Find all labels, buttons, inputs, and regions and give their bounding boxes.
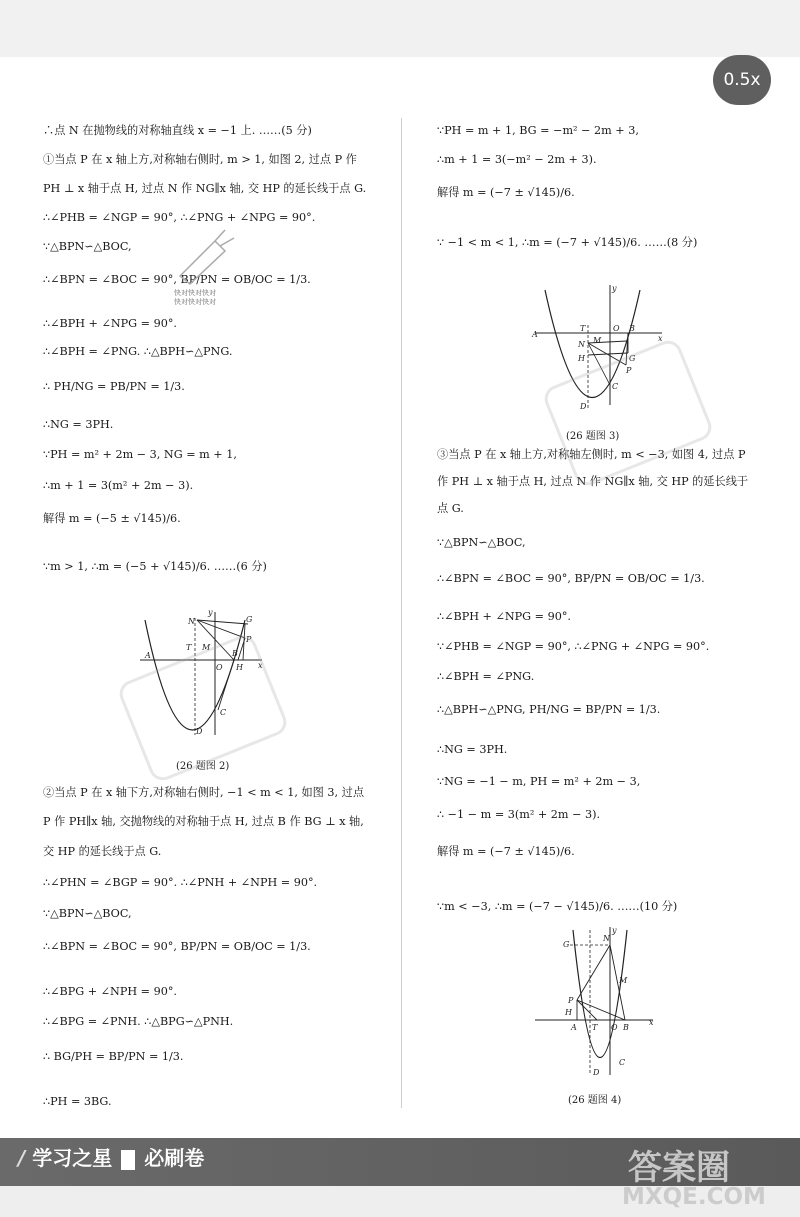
fig3-label-B: B <box>629 324 635 333</box>
fig4-label-T: T <box>592 1023 598 1032</box>
right-text-line-7: 点 G. <box>437 502 464 515</box>
fig2-label-O: O <box>216 663 223 672</box>
fig3-label-N: N <box>578 340 585 349</box>
playback-speed-button[interactable]: 0.5x <box>713 55 771 105</box>
sticker-line-2: 快对快对快对 <box>174 298 216 306</box>
left-text-line-9: ∴ PH/NG = PB/PN = 1/3. <box>43 380 185 393</box>
sticker-logo <box>170 226 240 307</box>
left-text-line-6: ∴∠BPN = ∠BOC = 90°, BP/PN = OB/OC = 1/3. <box>43 273 311 286</box>
fig2-label-H: H <box>236 663 243 672</box>
left-text-line-13: 解得 m = (−5 ± √145)/6. <box>43 512 181 525</box>
figure-3-caption: (26 题图 3) <box>566 431 620 442</box>
sticker-line-1: 快对快对快对 <box>174 289 216 297</box>
footer-slash: / <box>18 1146 26 1170</box>
fig3-label-G: G <box>629 354 636 363</box>
fig4-label-D: D <box>593 1068 600 1077</box>
fig2-label-G: G <box>246 615 253 624</box>
carrot-icon <box>170 226 240 286</box>
left-text-line-19: ∵△BPN∽△BOC, <box>43 907 132 920</box>
fig2-label-y: y <box>208 610 213 617</box>
left-text-line-8: ∴∠BPH = ∠PNG. ∴△BPH∽△PNG. <box>43 345 233 358</box>
fig4-label-H: H <box>565 1008 572 1017</box>
left-text-line-22: ∴∠BPG = ∠PNH. ∴△BPG∽△PNH. <box>43 1015 234 1028</box>
right-text-line-8: ∵△BPN∽△BOC, <box>437 536 526 549</box>
right-text-line-11: ∵∠PHB = ∠NGP = 90°, ∴∠PNG + ∠NPG = 90°. <box>437 640 710 653</box>
right-text-line-13: ∴△BPH∽△PNG, PH/NG = BP/PN = 1/3. <box>437 703 661 716</box>
fig4-label-P: P <box>568 996 574 1005</box>
right-text-line-9: ∴∠BPN = ∠BOC = 90°, BP/PN = OB/OC = 1/3. <box>437 572 705 585</box>
footer-title-a: 学习之星 <box>32 1146 113 1170</box>
left-text-line-15: ②当点 P 在 x 轴下方,对称轴右侧时, −1 < m < 1, 如图 3, 过点 <box>43 786 365 799</box>
left-text-line-5: ∵△BPN∽△BOC, <box>43 240 132 253</box>
fig4-label-B: B <box>623 1023 629 1032</box>
column-divider <box>401 118 402 1108</box>
viewer-top-bar <box>0 0 800 57</box>
fig2-label-P: P <box>246 635 252 644</box>
figure-2-caption: (26 题图 2) <box>176 761 230 772</box>
fig3-label-A: A <box>532 330 538 339</box>
footer-title-b: 必刷卷 <box>144 1146 205 1170</box>
fig2-label-D: D <box>196 727 203 736</box>
right-text-line-17: 解得 m = (−7 ± √145)/6. <box>437 845 575 858</box>
fig3-label-H: H <box>578 354 585 363</box>
right-text-line-12: ∴∠BPH = ∠PNG. <box>437 670 535 683</box>
fig4-label-A: A <box>571 1023 577 1032</box>
watermark-url: MXQE.COM <box>622 1184 766 1210</box>
fig4-label-y: y <box>612 926 617 935</box>
right-text-line-6: 作 PH ⊥ x 轴于点 H, 过点 N 作 NG∥x 轴, 交 HP 的延长线于 <box>437 475 749 488</box>
footer-title <box>18 1142 204 1171</box>
fig3-label-T: T <box>580 324 586 333</box>
fig3-label-P: P <box>626 366 632 375</box>
left-text-line-4: ∴∠PHB = ∠NGP = 90°, ∴∠PNG + ∠NPG = 90°. <box>43 211 316 224</box>
left-text-line-17: 交 HP 的延长线于点 G. <box>43 845 162 858</box>
fig4-label-G: G <box>563 940 570 949</box>
fig4-label-O: O <box>611 1023 618 1032</box>
fig2-label-T: T <box>186 643 192 652</box>
left-text-line-3: PH ⊥ x 轴于点 H, 过点 N 作 NG∥x 轴, 交 HP 的延长线于点 G. <box>43 182 367 195</box>
left-text-line-16: P 作 PH∥x 轴, 交抛物线的对称轴于点 H, 过点 B 作 BG ⊥ x 轴, <box>43 815 364 828</box>
left-text-line-18: ∴∠PHN = ∠BGP = 90°. ∴∠PNH + ∠NPH = 90°. <box>43 876 318 889</box>
right-text-line-18: ∵m < −3, ∴m = (−7 − √145)/6. ……(10 分) <box>437 900 678 913</box>
fig4-label-N: N <box>603 934 610 943</box>
left-text-line-7: ∴∠BPH + ∠NPG = 90°. <box>43 317 177 330</box>
fig2-label-B: B <box>232 649 238 658</box>
right-text-line-2: ∴m + 1 = 3(−m² − 2m + 3). <box>437 153 597 166</box>
fig2-label-N: N <box>188 617 195 626</box>
right-text-line-3: 解得 m = (−7 ± √145)/6. <box>437 186 575 199</box>
fig3-label-M: M <box>593 336 602 345</box>
left-text-line-21: ∴∠BPG + ∠NPH = 90°. <box>43 985 177 998</box>
right-text-line-5: ③当点 P 在 x 轴上方,对称轴左侧时, m < −3, 如图 4, 过点 P <box>437 448 746 461</box>
right-text-line-14: ∴NG = 3PH. <box>437 743 508 756</box>
right-text-line-10: ∴∠BPH + ∠NPG = 90°. <box>437 610 571 623</box>
figure-4 <box>535 925 660 1080</box>
left-text-line-1: ∴点 N 在抛物线的对称轴直线 x = −1 上. ……(5 分) <box>43 124 312 137</box>
watermark-title: 答案圈 <box>628 1148 730 1188</box>
fig3-label-D: D <box>580 402 587 411</box>
fig3-label-y: y <box>612 285 617 293</box>
left-text-line-10: ∴NG = 3PH. <box>43 418 114 431</box>
fig4-label-M: M <box>619 976 628 985</box>
footer-block <box>121 1150 135 1170</box>
fig3-label-x: x <box>658 334 663 343</box>
fig4-label-C: C <box>619 1058 626 1067</box>
left-text-line-24: ∴PH = 3BG. <box>43 1095 112 1108</box>
left-text-line-2: ①当点 P 在 x 轴上方,对称轴右侧时, m > 1, 如图 2, 过点 P 作 <box>43 153 357 166</box>
fig2-label-M: M <box>202 643 211 652</box>
fig3-label-O: O <box>613 324 620 333</box>
fig2-label-x: x <box>258 661 263 670</box>
right-text-line-4: ∵ −1 < m < 1, ∴m = (−7 + √145)/6. ……(8 分) <box>437 236 698 249</box>
left-text-line-14: ∵m > 1, ∴m = (−5 + √145)/6. ……(6 分) <box>43 560 267 573</box>
right-text-line-15: ∵NG = −1 − m, PH = m² + 2m − 3, <box>437 775 641 788</box>
fig2-label-A: A <box>145 651 151 660</box>
left-text-line-23: ∴ BG/PH = BP/PN = 1/3. <box>43 1050 184 1063</box>
right-text-line-1: ∵PH = m + 1, BG = −m² − 2m + 3, <box>437 124 639 137</box>
figure-4-caption: (26 题图 4) <box>568 1095 622 1106</box>
left-text-line-20: ∴∠BPN = ∠BOC = 90°, BP/PN = OB/OC = 1/3. <box>43 940 311 953</box>
left-text-line-11: ∵PH = m² + 2m − 3, NG = m + 1, <box>43 448 237 461</box>
fig3-label-C: C <box>612 382 619 391</box>
fig4-label-x: x <box>649 1018 654 1027</box>
right-text-line-16: ∴ −1 − m = 3(m² + 2m − 3). <box>437 808 601 821</box>
fig2-label-C: C <box>220 708 227 717</box>
left-text-line-12: ∴m + 1 = 3(m² + 2m − 3). <box>43 479 194 492</box>
